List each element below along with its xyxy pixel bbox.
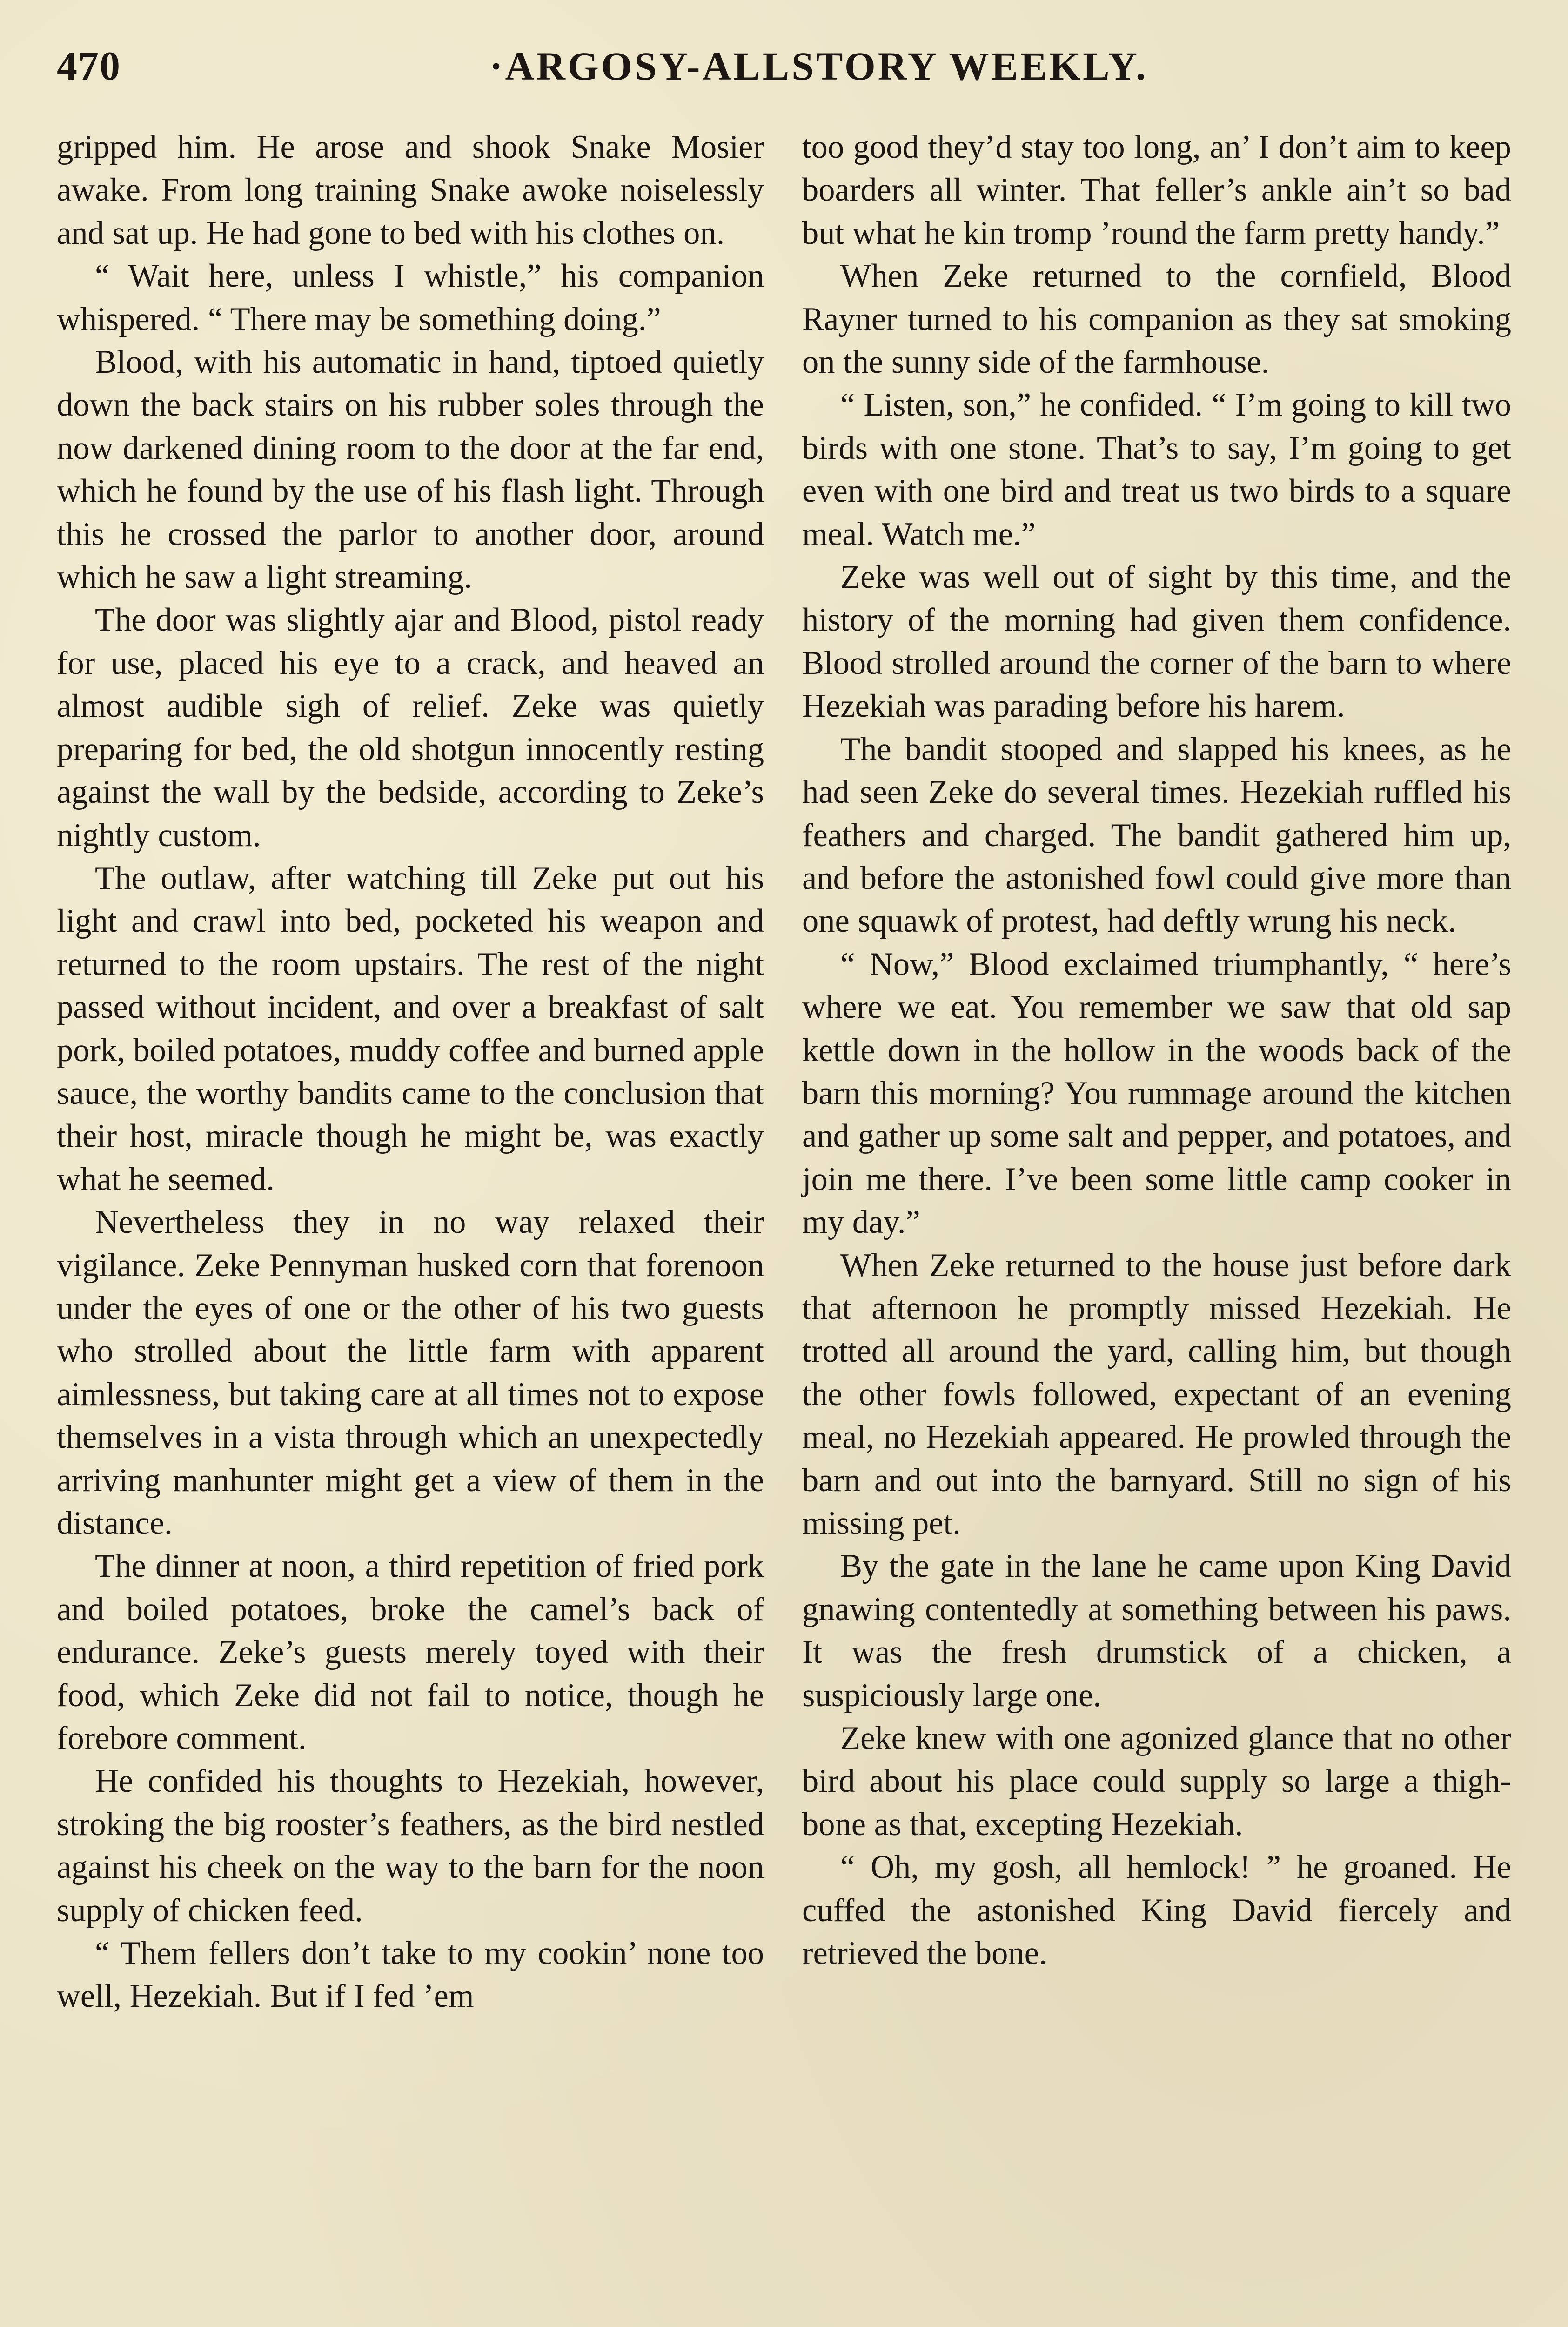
page-header [57,43,1546,99]
paragraph: “ Wait here, unless I whistle,” his companion whispered. “ There may be something doing.” [57,258,764,337]
paragraph: The bandit stooped and slapped his knees, as he had seen Zeke do several times. Hezekiah ruffled his feathers and charged. The bandit gathered him up, and before the astonished fowl could give more than one squawk of protest, had deftly wrung his neck. [802,731,1511,940]
paragraph: too good they’d stay too long, an’ I don’t aim to keep boarders all winter. That feller’s ankle ain’t so bad but what he kin tromp ’round the farm pretty handy.” [802,129,1511,251]
paragraph: When Zeke returned to the cornfield, Blood Rayner turned to his companion as they sat smoking on the sunny side of the farmhouse. [802,258,1511,381]
paragraph: The door was slightly ajar and Blood, pistol ready for use, placed his eye to a crack, and heaved an almost audible sigh of relief. Zeke was quietly preparing for bed, the old shotgun innocently resting against the wall by the bedside, according to Zeke’s nightly custom. [57,602,764,854]
paragraph: Nevertheless they in no way relaxed their vigilance. Zeke Pennyman husked corn that forenoon under the eyes of one or the other of his two guests who strolled about the little farm with apparent aimlessness, but taking care at all times not to expose themselves in a vista through which an unexpectedly arriving manhunter might get a view of them in the distance. [57,1204,764,1541]
paragraph: “ Listen, son,” he confided. “ I’m going to kill two birds with one stone. That’s to say, I’m going to get even with one bird and treat us two birds to a square meal. Watch me.” [802,387,1511,552]
paragraph: “ Them fellers don’t take to my cookin’ none too well, Hezekiah. But if I fed ’em [57,1935,764,2015]
paragraph: The outlaw, after watching till Zeke put out his light and crawl into bed, pocketed his weapon and returned to the room upstairs. The rest of the night passed without incident, and over a breakfast of salt pork, boiled potatoes, muddy coffee and burned apple sauce, the worthy bandits came to the conclusion that their host, miracle though he might be, was exactly what he seemed. [57,860,764,1197]
paragraph: Zeke was well out of sight by this time, and the history of the morning had given them confidence. Blood strolled around the corner of the barn to where Hezekiah was parading before his harem. [802,559,1511,725]
paragraph: gripped him. He arose and shook Snake Mosier awake. From long training Snake awoke noiselessly and sat up. He had gone to bed with his clothes on. [57,129,764,251]
paragraph: “ Oh, my gosh, all hemlock! ” he groaned. He cuffed the astonished King David fiercely and retrieved the bone. [802,1849,1511,1972]
running-title: ·ARGOSY-ALLSTORY WEEKLY. [489,44,1148,88]
paragraph: Zeke knew with one agonized glance that no other bird about his place could supply so large a thigh-bone as that, excepting Hezekiah. [802,1720,1511,1843]
paragraph: He confided his thoughts to Hezekiah, however, stroking the big rooster’s feathers, as the bird nestled against his cheek on the way to the barn for the noon supply of chicken feed. [57,1763,764,1929]
paragraph: When Zeke returned to the house just before dark that afternoon he promptly missed Hezekiah. He trotted all around the yard, calling him, but though the other fowls followed, expectant of an evening meal, no Hezekiah appeared. He prowled through the barn and out into the barnyard. Still no sign of his missing pet. [802,1247,1511,1541]
page-number: 470 [57,44,121,89]
paragraph: Blood, with his automatic in hand, tiptoed quietly down the back stairs on his rubber soles through the now darkened dining room to the door at the far end, which he found by the use of his flash light. Through this he crossed the parlor to another door, around which he saw a light streaming. [57,344,764,596]
paragraph: The dinner at noon, a third repetition of fried pork and boiled potatoes, broke the camel’s back of endurance. Zeke’s guests merely toyed with their food, which Zeke did not fail to notice, though he forebore comment. [57,1548,764,1757]
paragraph: By the gate in the lane he came upon King David gnawing contentedly at something between his paws. It was the fresh drumstick of a chicken, a suspiciously large one. [802,1548,1511,1714]
paragraph: “ Now,” Blood exclaimed triumphantly, “ here’s where we eat. You remember we saw that old sap kettle down in the hollow in the woods back of the barn this morning? You rummage around the kitchen and gather up some salt and pepper, and potatoes, and join me there. I’ve been some little camp cooker in my day.” [802,946,1511,1241]
left-column [57,126,764,2018]
right-column [802,126,1511,1975]
